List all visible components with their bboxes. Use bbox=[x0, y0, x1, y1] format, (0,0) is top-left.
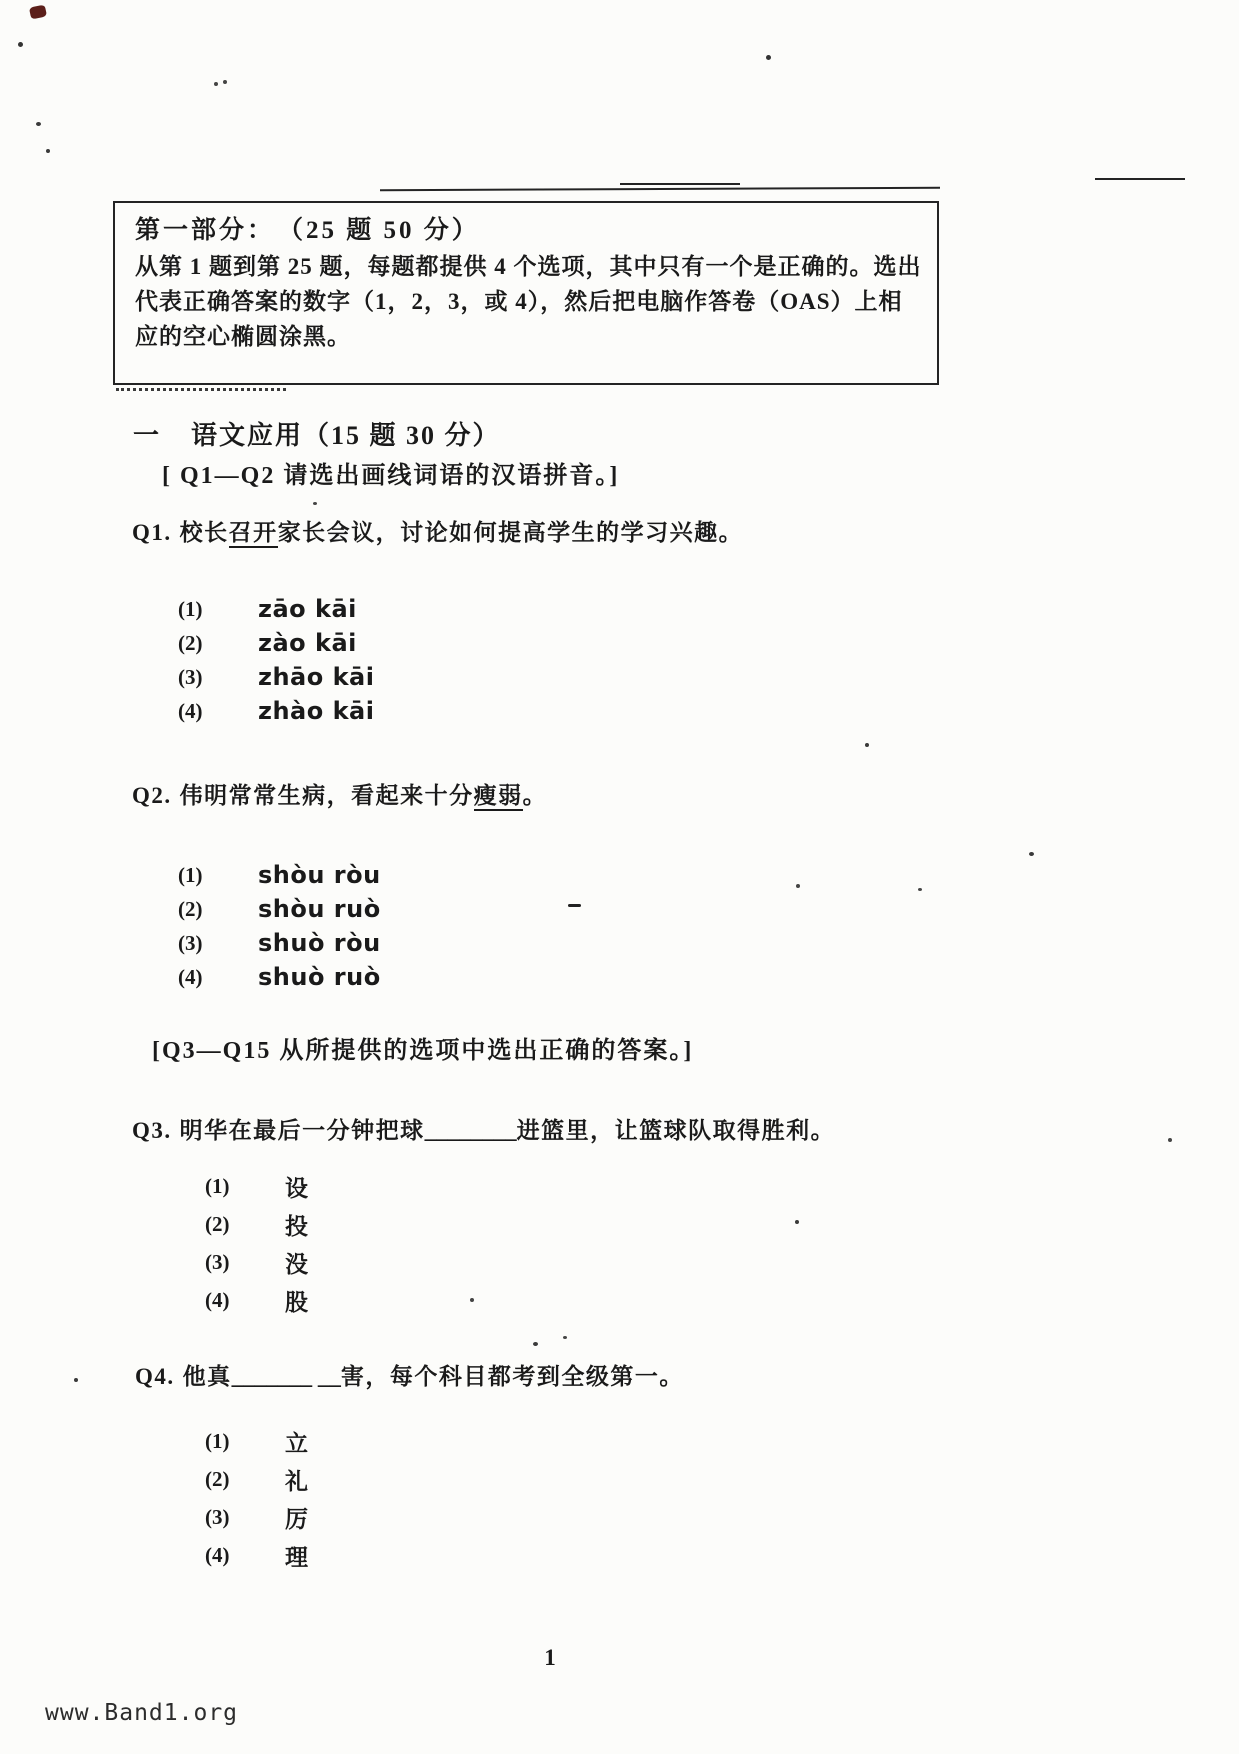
option-row bbox=[205, 1536, 308, 1574]
underlined-term: 瘦弱 bbox=[474, 783, 523, 811]
question-q3 bbox=[132, 1112, 835, 1145]
option-text: zào kāi bbox=[258, 629, 357, 657]
scan-speck bbox=[1168, 1138, 1172, 1142]
scan-speck bbox=[563, 1336, 567, 1339]
option-number: (1) bbox=[178, 862, 203, 887]
underlined-term: 召开 bbox=[229, 520, 278, 548]
options-q2 bbox=[178, 858, 381, 994]
option-text: zhào kāi bbox=[258, 697, 375, 725]
question-text-pre: 校长 bbox=[179, 520, 229, 545]
option-number: (2) bbox=[205, 1466, 230, 1491]
options-q1 bbox=[178, 592, 374, 728]
scan-speck bbox=[214, 82, 218, 86]
option-number: (3) bbox=[205, 1249, 230, 1274]
option-number: (4) bbox=[205, 1287, 230, 1312]
scan-speck bbox=[918, 888, 922, 891]
page-number: 1 bbox=[544, 1645, 556, 1670]
question-q1 bbox=[132, 514, 743, 547]
instruction-q3-q15: [Q3—Q15 从所提供的选项中选出正确的答案。] bbox=[152, 1038, 694, 1064]
section-title: 语文应用（15 题 30 分） bbox=[191, 421, 501, 450]
question-label: Q1. bbox=[132, 520, 172, 545]
option-number: (1) bbox=[205, 1173, 230, 1198]
section-number: 一 bbox=[133, 421, 162, 450]
option-text: shòu ròu bbox=[258, 861, 381, 889]
scan-speck bbox=[74, 1378, 78, 1382]
option-number: (3) bbox=[178, 930, 203, 955]
option-row bbox=[205, 1498, 308, 1536]
scan-speck bbox=[568, 904, 581, 907]
option-text: zāo kāi bbox=[258, 595, 357, 623]
option-row bbox=[178, 926, 381, 960]
option-row bbox=[205, 1243, 308, 1281]
instruction-q1-q2: [ Q1—Q2 请选出画线词语的汉语拼音。] bbox=[162, 463, 620, 489]
question-text-post: 。 bbox=[522, 783, 548, 808]
option-text: 厉 bbox=[285, 1506, 308, 1532]
option-number: (3) bbox=[205, 1504, 230, 1529]
scan-speck bbox=[46, 149, 50, 153]
watermark-url: www.Band1.org bbox=[45, 1700, 239, 1726]
option-number: (1) bbox=[205, 1428, 230, 1453]
option-text: shuò ròu bbox=[258, 929, 381, 957]
question-label: Q2. bbox=[132, 783, 172, 808]
option-row bbox=[178, 592, 374, 626]
options-q4 bbox=[205, 1422, 308, 1574]
option-text: 礼 bbox=[285, 1468, 308, 1494]
options-q3 bbox=[205, 1167, 308, 1319]
option-text: shuò ruò bbox=[258, 963, 381, 991]
option-number: (4) bbox=[178, 698, 203, 723]
scan-speck bbox=[313, 502, 317, 505]
scan-speck bbox=[795, 1220, 799, 1224]
instructions-line: 应的空心椭圆涂黑。 bbox=[135, 324, 351, 349]
question-label: Q3. bbox=[132, 1118, 172, 1143]
question-q2 bbox=[132, 777, 547, 810]
question-text-pre: 伟明常常生病，看起来十分 bbox=[179, 783, 474, 808]
blank: ________ bbox=[424, 1118, 517, 1143]
scan-speck bbox=[865, 743, 869, 747]
question-text-pre: 他真 bbox=[182, 1364, 232, 1389]
option-number: (1) bbox=[178, 596, 203, 621]
option-row bbox=[178, 660, 374, 694]
scan-speck bbox=[36, 122, 41, 126]
scan-speck bbox=[1029, 852, 1034, 856]
option-text: 投 bbox=[285, 1213, 308, 1239]
scan-speck bbox=[223, 80, 227, 84]
scan-line-artifact bbox=[116, 388, 286, 391]
option-number: (2) bbox=[178, 896, 203, 921]
option-row bbox=[178, 892, 381, 926]
option-text: 股 bbox=[285, 1289, 308, 1315]
option-text: 立 bbox=[285, 1430, 308, 1456]
scan-line-artifact bbox=[1095, 178, 1185, 180]
scan-line-artifact bbox=[620, 183, 740, 185]
option-row bbox=[205, 1205, 308, 1243]
question-text-post: 进篮里，让篮球队取得胜利。 bbox=[516, 1118, 836, 1143]
option-number: (4) bbox=[205, 1542, 230, 1567]
option-row bbox=[178, 694, 374, 728]
scan-speck bbox=[533, 1342, 538, 1346]
option-text: 没 bbox=[285, 1251, 308, 1277]
section-heading bbox=[133, 415, 501, 452]
scan-speck bbox=[766, 55, 771, 60]
option-number: (4) bbox=[178, 964, 203, 989]
blank: _______ __ bbox=[231, 1364, 341, 1389]
scan-speck bbox=[18, 42, 23, 47]
scan-speck bbox=[29, 4, 47, 19]
option-row bbox=[205, 1460, 308, 1498]
option-row bbox=[205, 1167, 308, 1205]
part-title: 第一部分： （25 题 50 分） bbox=[135, 217, 480, 244]
option-row bbox=[205, 1422, 308, 1460]
question-text-post: 家长会议，讨论如何提高学生的学习兴趣。 bbox=[277, 520, 744, 545]
instructions-line: 代表正确答案的数字（1，2，3，或 4），然后把电脑作答卷（OAS）上相 bbox=[135, 289, 903, 314]
option-row bbox=[178, 960, 381, 994]
option-row bbox=[178, 626, 374, 660]
option-row bbox=[205, 1281, 308, 1319]
question-label: Q4. bbox=[135, 1364, 175, 1389]
question-text-post: 害，每个科目都考到全级第一。 bbox=[340, 1364, 684, 1389]
option-text: 理 bbox=[285, 1544, 308, 1570]
instructions-line: 从第 1 题到第 25 题，每题都提供 4 个选项，其中只有一个是正确的。选出 bbox=[135, 254, 922, 279]
option-row bbox=[178, 858, 381, 892]
scan-speck bbox=[470, 1298, 474, 1302]
question-q4 bbox=[135, 1358, 684, 1391]
scan-speck bbox=[796, 884, 800, 888]
option-text: zhāo kāi bbox=[258, 663, 375, 691]
scan-line-artifact bbox=[380, 187, 940, 191]
instructions-box bbox=[113, 201, 939, 385]
question-text-pre: 明华在最后一分钟把球 bbox=[179, 1118, 425, 1143]
option-text: 设 bbox=[285, 1175, 308, 1201]
option-number: (2) bbox=[178, 630, 203, 655]
option-text: shòu ruò bbox=[258, 895, 381, 923]
option-number: (3) bbox=[178, 664, 203, 689]
option-number: (2) bbox=[205, 1211, 230, 1236]
